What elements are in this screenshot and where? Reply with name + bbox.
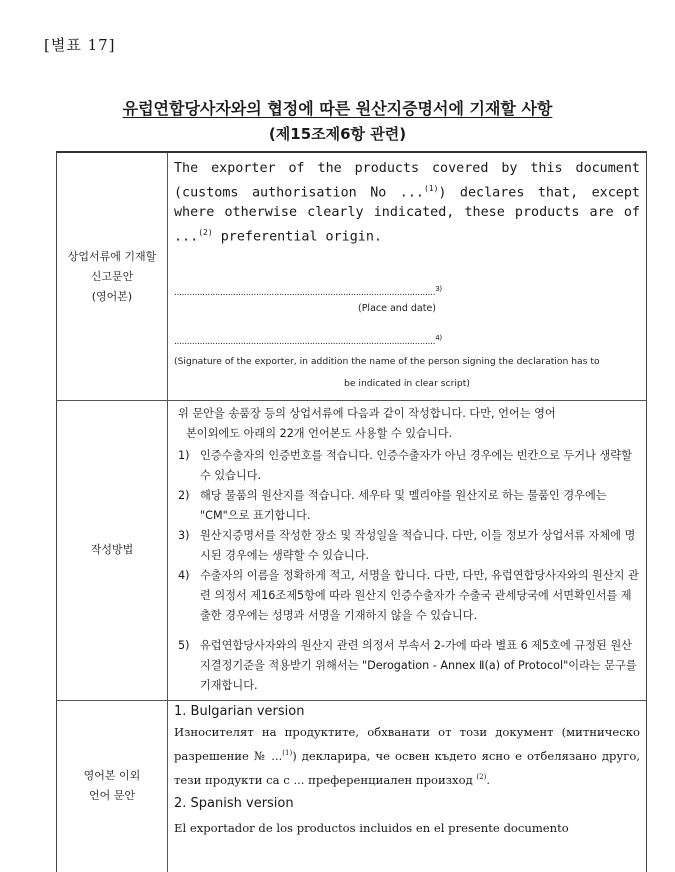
item-text: 해당 물품의 원산지를 적습니다. 세우타 및 멜리야를 원산지로 하는 물품인 경우에는 "CM"으로 표기합니다. (200, 489, 607, 522)
other-languages-row-content (168, 700, 644, 872)
item-number: 2) (178, 489, 190, 502)
spanish-version-heading: 2. Spanish version (174, 796, 294, 811)
declaration-part: The exporter of the products covered by this document (customs authorisation No ... (174, 161, 640, 201)
footnote-ref: (2) (198, 228, 213, 238)
instructions-row-content (168, 400, 644, 700)
footnote-ref: (2) (476, 772, 487, 781)
item-text: 인증수출자의 인증번호를 적습니다. 인증수출자가 아닌 경우에는 빈칸으로 두거나 생략할 수 있습니다. (200, 449, 632, 482)
title-text: 유럽연합당사자와의 협정에 따른 원산지증명서에 기재할 사항 (122, 99, 553, 118)
instruction-item (178, 486, 640, 526)
intro-line: 본이외에도 아래의 22개 언어본도 사용할 수 있습니다. (186, 427, 453, 440)
footnote-ref: (1) (423, 184, 439, 193)
declaration-part: preferential origin. (212, 229, 382, 245)
version-text-part: . (486, 772, 491, 787)
item-number: 5) (178, 639, 190, 652)
item-text: 원산지증명서를 작성한 장소 및 작성일을 적습니다. 다만, 이들 정보가 상업서류 자체에 명시된 경우에는 생략할 수 있습니다. (200, 529, 636, 562)
signature-caption-line: be indicated in clear script) (344, 378, 470, 389)
item-number: 1) (178, 449, 190, 462)
dotted-line: ...................................................................................................... (174, 337, 436, 347)
item-number: 4) (178, 569, 190, 582)
instruction-item (178, 636, 640, 696)
instructions-row-label: 작성방법 (57, 400, 168, 700)
version-text-part: ) декларира, че освен където ясно е отбелязано друго, тези продукти са с ... преференциален произход (174, 748, 640, 787)
other-languages-row-label (57, 700, 168, 872)
instruction-item (178, 566, 640, 626)
spanish-version-text: El exportador de los productos incluidos en el presente documento (174, 821, 569, 835)
signature-caption (174, 351, 640, 395)
intro-line: 위 문안을 송품장 등의 상업서류에 다음과 같이 작성합니다. 다만, 언어는 영어 (178, 407, 556, 420)
declaration-part: ) declares that, except where otherwise clearly indicated, these products are of ... (174, 185, 640, 245)
label-line: 신고문안 (90, 269, 134, 283)
footnote-ref: (1) (282, 749, 293, 757)
bulgarian-version-heading: 1. Bulgarian version (174, 704, 305, 719)
document-title (0, 96, 675, 119)
label-line: (영어본) (91, 289, 133, 303)
label-line: 영어본 이외 (83, 769, 141, 782)
instructions-row (57, 400, 646, 701)
declaration-row-label (57, 153, 168, 400)
place-date-caption: (Place and date) (358, 303, 437, 314)
instruction-item (178, 446, 640, 486)
form-table (56, 151, 647, 872)
item-number: 3) (178, 529, 190, 542)
declaration-text (174, 159, 640, 248)
bulgarian-version-text (174, 722, 640, 791)
declaration-row-content (168, 153, 644, 400)
signature-caption-line: (Signature of the exporter, in addition the name of the person signing the declaration has to (174, 356, 600, 367)
version-text-part: Износителят на продуктите, обхванати от този документ (митническо разрешение № ... (174, 725, 640, 763)
document-subtitle: (제15조제6항 관련) (268, 125, 407, 143)
footnote-ref: 4) (435, 334, 442, 342)
place-date-line (174, 285, 442, 298)
instructions-intro (178, 404, 638, 444)
other-languages-row (57, 700, 646, 872)
declaration-row (57, 153, 646, 401)
dotted-line: ...................................................................................................... (174, 288, 436, 298)
label-line: 언어 문안 (88, 789, 135, 802)
signature-line (174, 334, 442, 347)
footnote-ref: 3) (435, 285, 442, 293)
page-label: [별표 17] (44, 36, 116, 54)
label-line: 상업서류에 기재할 (67, 249, 157, 263)
instruction-item (178, 526, 640, 566)
item-text: 수출자의 이름을 정확하게 적고, 서명을 합니다. 다만, 다만, 유럽연합당사자와의 원산지 관련 의정서 제16조제5항에 따라 원산지 인증수출자가 수출국 관세당국에 서면확인서를 제출한 경우에는 성명과 서명을 기재하지 않을 수 있습니다. (200, 569, 639, 622)
item-text: 유럽연합당사자와의 원산지 관련 의정서 부속서 2-가에 따라 별표 6 제5호에 규정된 원산지결정기준을 적용받기 위해서는 "Derogation - Annex Ⅱ(a) of Protocol"이라는 문구를 기재합니다. (200, 639, 637, 692)
